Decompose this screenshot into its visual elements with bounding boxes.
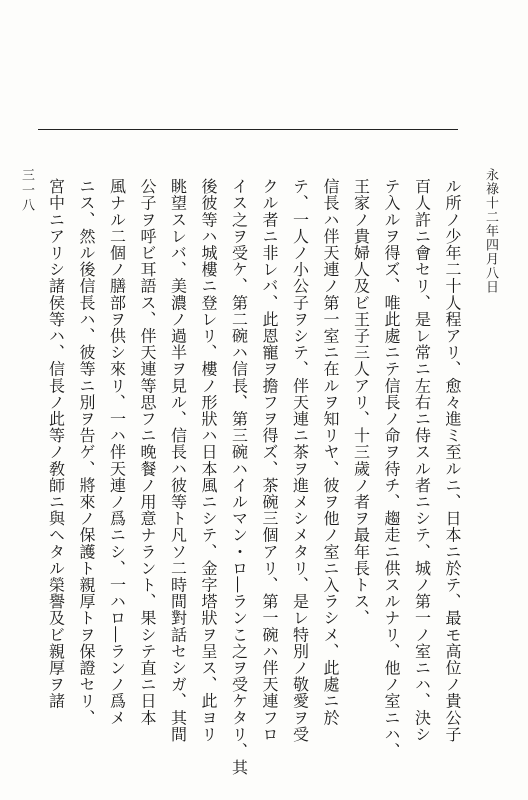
text-line: ニス、然ル後信長ハ、彼等ニ別ヲ告ゲ、將來ノ保護ト親厚トヲ保證セリ、 [77, 178, 96, 726]
text-line: 信長ハ伴天連ノ第一室ニ在ルヲ知リヤ、彼ヲ他ノ室ニ入ラシメ、此處ニ於 [321, 178, 340, 726]
text-line: イス之ヲ受ケ、第二碗ハ信長、第三碗ハイルマン・ロ―ランこ之ヲ受ケタリ、其 [229, 178, 249, 776]
header-date: 永祿十二年四月八日 [483, 168, 498, 294]
text-line: 公子ヲ呼ビ耳語ス、伴天連等思フニ晚餐ノ用意ナラント、果シテ直ニ日本 [138, 178, 157, 726]
text-line: 宮中ニアリシ諸侯等ハ、信長ノ此等ノ敎師ニ與ヘタル榮譽及ビ親厚ヲ諸 [46, 178, 66, 710]
text-line: 風ナル二個ノ膳部ヲ供シ來リ、一ハ伴天連ノ爲ニシ、一ハロ―ランノ爲メ [107, 178, 127, 726]
text-line: 百人許ニ會セリ、是レ常ニ左右ニ侍スル者ニシテ、城ノ第一ノ室ニハ、決シ [412, 178, 432, 743]
text-line: ル所ノ少年二十人程アリ、愈々進ミ至ルニ、日本ニ於テ、最モ高位ノ貴公子 [443, 178, 462, 743]
body-text [45, 178, 467, 778]
text-line: テ、一人ノ小公子ヲシテ、伴天連ニ茶ヲ進メシメタリ、是レ特別ノ敬愛ヲ受 [290, 178, 310, 743]
text-line: 王家ノ貴婦人及ビ王子三人アリ、十三歲ノ者ヲ最年長トス、 [351, 178, 371, 627]
text-line: 眺望スレバ、美濃ノ過半ヲ見ル、信長ハ彼等ト凡ソ二時間對話セシガ、其間 [168, 178, 188, 743]
text-line: テ入ルヲ得ズ、唯此處ニテ信長ノ命ヲ待チ、趨走ニ供スルナリ、他ノ室ニハ、 [382, 178, 401, 759]
text-line: クル者ニ非レバ、此恩寵ヲ擔フヲ得ズ、茶碗三個アリ、第一碗ハ伴天連フロ [260, 178, 279, 743]
header-rule [38, 129, 458, 130]
text-line: 後彼等ハ城樓ニ登レリ、樓ノ形狀ハ日本風ニシテ、金字塔狀ヲ呈ス、此ヨリ [199, 178, 218, 743]
page-number: 三一八 [19, 168, 34, 213]
